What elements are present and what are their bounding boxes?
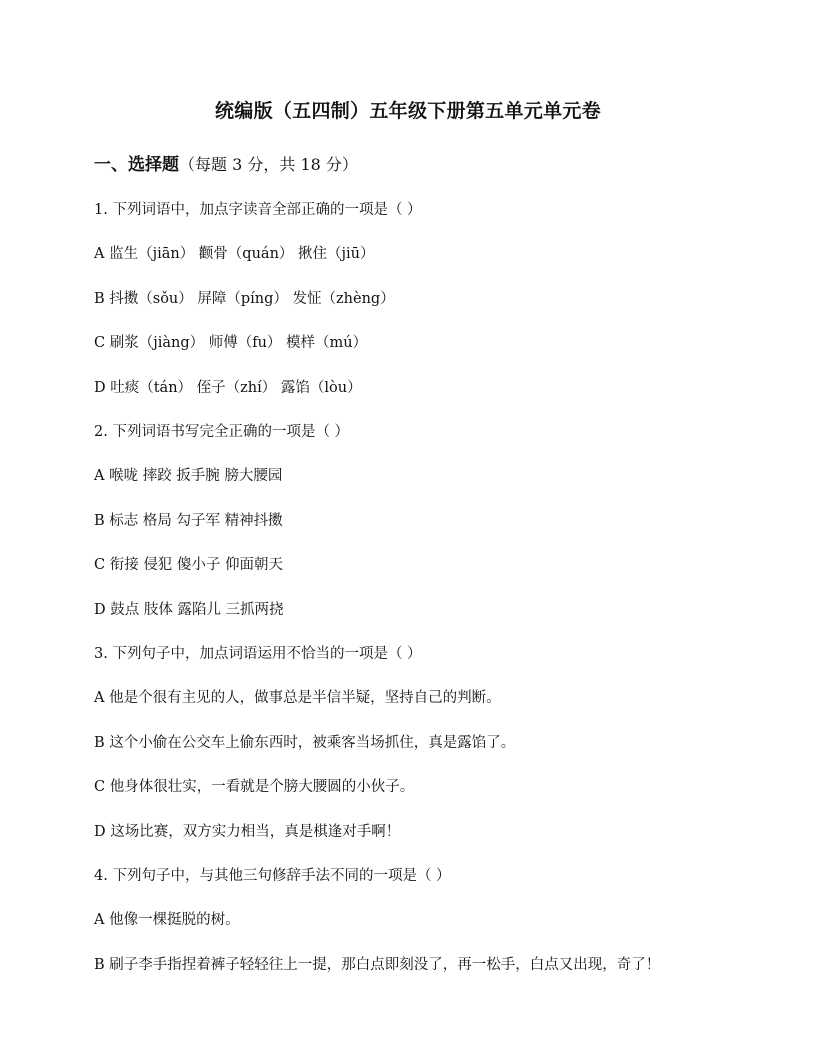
question-2-stem: 2. 下列词语书写完全正确的一项是（ ） (94, 424, 350, 440)
section-header (94, 150, 358, 175)
question-1-option-b: B 抖擞（sǒu） 屏障（píng） 发怔（zhèng） (94, 291, 395, 307)
question-2-option-b: B 标志 格局 勾子军 精神抖擞 (94, 513, 283, 529)
question-2-option-d: D 鼓点 肢体 露陷儿 三抓两挠 (94, 602, 284, 618)
question-3-option-a: A 他是个很有主见的人，做事总是半信半疑，坚持自己的判断。 (94, 690, 501, 706)
question-2-option-a: A 喉咙 摔跤 扳手腕 膀大腰园 (94, 468, 283, 484)
question-3-stem: 3. 下列句子中，加点词语运用不恰当的一项是（ ） (94, 646, 422, 662)
document-title: 统编版（五四制）五年级下册第五单元单元卷 (214, 100, 601, 122)
question-2-option-c: C 衔接 侵犯 傻小子 仰面朝天 (94, 557, 284, 573)
question-1-stem: 1. 下列词语中，加点字读音全部正确的一项是（ ） (94, 202, 422, 218)
section-heading: 一、选择题 (94, 155, 179, 175)
question-1-option-d: D 吐痰（tán） 侄子（zhí） 露馅（lòu） (94, 380, 362, 396)
question-3-option-c: C 他身体很壮实，一看就是个膀大腰圆的小伙子。 (94, 779, 415, 795)
question-4-stem: 4. 下列句子中，与其他三句修辞手法不同的一项是（ ） (94, 868, 451, 884)
question-4-option-a: A 他像一棵挺脱的树。 (94, 912, 240, 928)
section-note: （每题 3 分，共 18 分） (179, 155, 358, 174)
question-3-option-b: B 这个小偷在公交车上偷东西时，被乘客当场抓住，真是露馅了。 (94, 735, 516, 751)
question-1-option-c: C 刷浆（jiàng） 师傅（fu） 模样（mú） (94, 335, 368, 351)
question-3-option-d: D 这场比赛，双方实力相当，真是棋逢对手啊！ (94, 824, 401, 840)
question-1-option-a: A 监生（jiān） 颧骨（quán） 揪住（jiū） (94, 246, 375, 262)
question-4-option-b: B 刷子李手指捏着裤子轻轻往上一提，那白点即刻没了，再一松手，白点又出现，奇了！ (94, 957, 661, 973)
